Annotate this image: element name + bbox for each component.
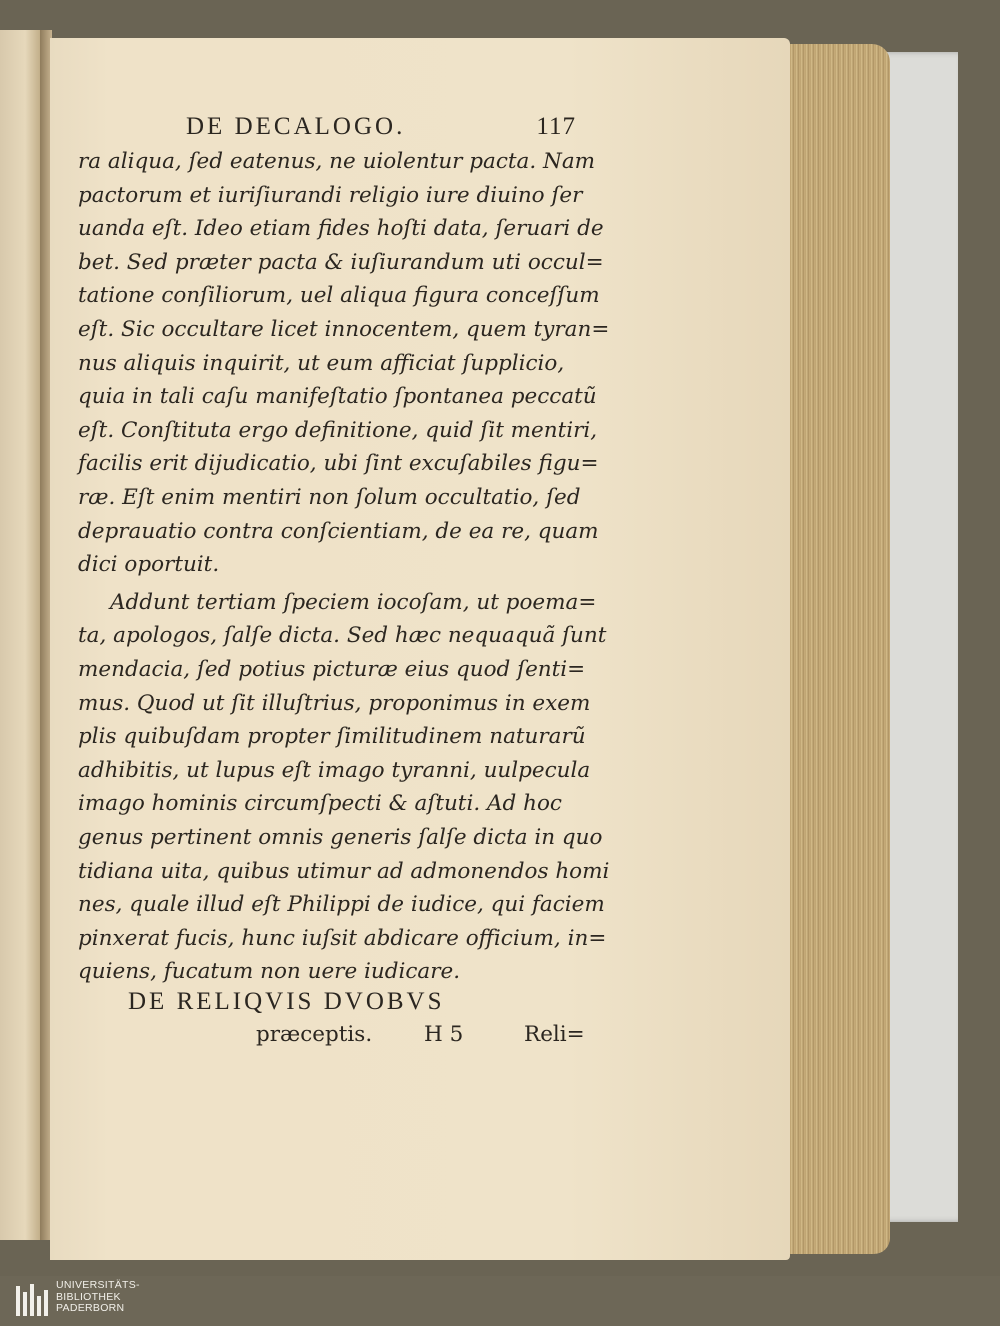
section-heading: DE RELIQVIS DVOBVS <box>128 988 445 1015</box>
catchword: Reli= <box>524 1022 585 1047</box>
text-line: ta, apologos, ſalſe dicta. Sed hæc nequaquã ſunt <box>78 623 607 649</box>
text-line: uanda eſt. Ideo etiam fides hoſti data, ſeruari de <box>78 216 604 242</box>
text-line: pactorum et iuriſiurandi religio iure diuino ſer <box>78 182 583 208</box>
library-logo-icon <box>14 1282 50 1320</box>
text-line: quiens, fucatum non uere iudicare. <box>78 959 461 985</box>
left-page-edge <box>0 30 42 1240</box>
text-line: adhibitis, ut lupus eſt imago tyranni, uulpecula <box>78 757 591 783</box>
bottom-line <box>256 1022 586 1056</box>
library-name-line: BIBLIOTHEK <box>56 1290 121 1303</box>
running-head <box>186 113 576 143</box>
text-line: mus. Quod ut ſit illuſtrius, proponimus in exem <box>78 690 591 716</box>
text-line: plis quibuſdam propter ſimilitudinem naturarũ <box>78 724 586 750</box>
signature-mark: H 5 <box>424 1022 464 1047</box>
library-footer <box>0 1276 1000 1326</box>
text-line: bet. Sed præter pacta & iuſiurandum uti occul= <box>78 249 604 275</box>
text-line: genus pertinent omnis generis ſalſe dicta in quo <box>78 825 603 850</box>
text-line: nus aliquis inquirit, ut eum afficiat ſupplicio, <box>78 350 565 376</box>
text-line: mendacia, ſed potius picturæ eius quod ſenti= <box>78 657 586 682</box>
text-line: pinxerat fucis, hunc iuſsit abdicare officium, in= <box>78 925 607 951</box>
text-line: eſt. Conſtituta ergo definitione, quid ſit mentiri, <box>78 417 598 443</box>
page-number: 117 <box>536 113 576 140</box>
text-line: dici oportuit. <box>78 552 220 578</box>
text-line: tidiana uita, quibus utimur ad admonendos homi <box>78 858 610 884</box>
text-line: ra aliqua, ſed eatenus, ne uiolentur pacta. Nam <box>78 149 596 174</box>
heading-continuation: præceptis. <box>256 1022 373 1047</box>
text-line: deprauatio contra conſcientiam, de ea re, quam <box>78 518 599 544</box>
text-line: eſt. Sic occultare licet innocentem, quem tyran= <box>78 317 610 342</box>
text-line: nes, quale illud eſt Philippi de iudice, qui faciem <box>78 892 605 918</box>
text-line: tatione conſiliorum, uel aliqua figura conceſſum <box>78 283 600 309</box>
text-line: imago hominis circumſpecti & aſtuti. Ad hoc <box>78 791 562 817</box>
library-name <box>56 1280 140 1315</box>
running-title: DE DECALOGO. <box>186 113 406 140</box>
text-line: ræ. Eſt enim mentiri non ſolum occultatio, ſed <box>78 485 581 510</box>
library-name-line: UNIVERSITÄTS- <box>56 1279 140 1291</box>
text-line: facilis erit dijudicatio, ubi ſint excuſabiles figu= <box>78 451 599 477</box>
text-line: quia in tali caſu manifeſtatio ſpontanea peccatũ <box>78 384 597 410</box>
text-line: Addunt tertiam ſpeciem iocoſam, ut poema= <box>110 589 597 615</box>
library-name-line: PADERBORN <box>56 1302 125 1314</box>
